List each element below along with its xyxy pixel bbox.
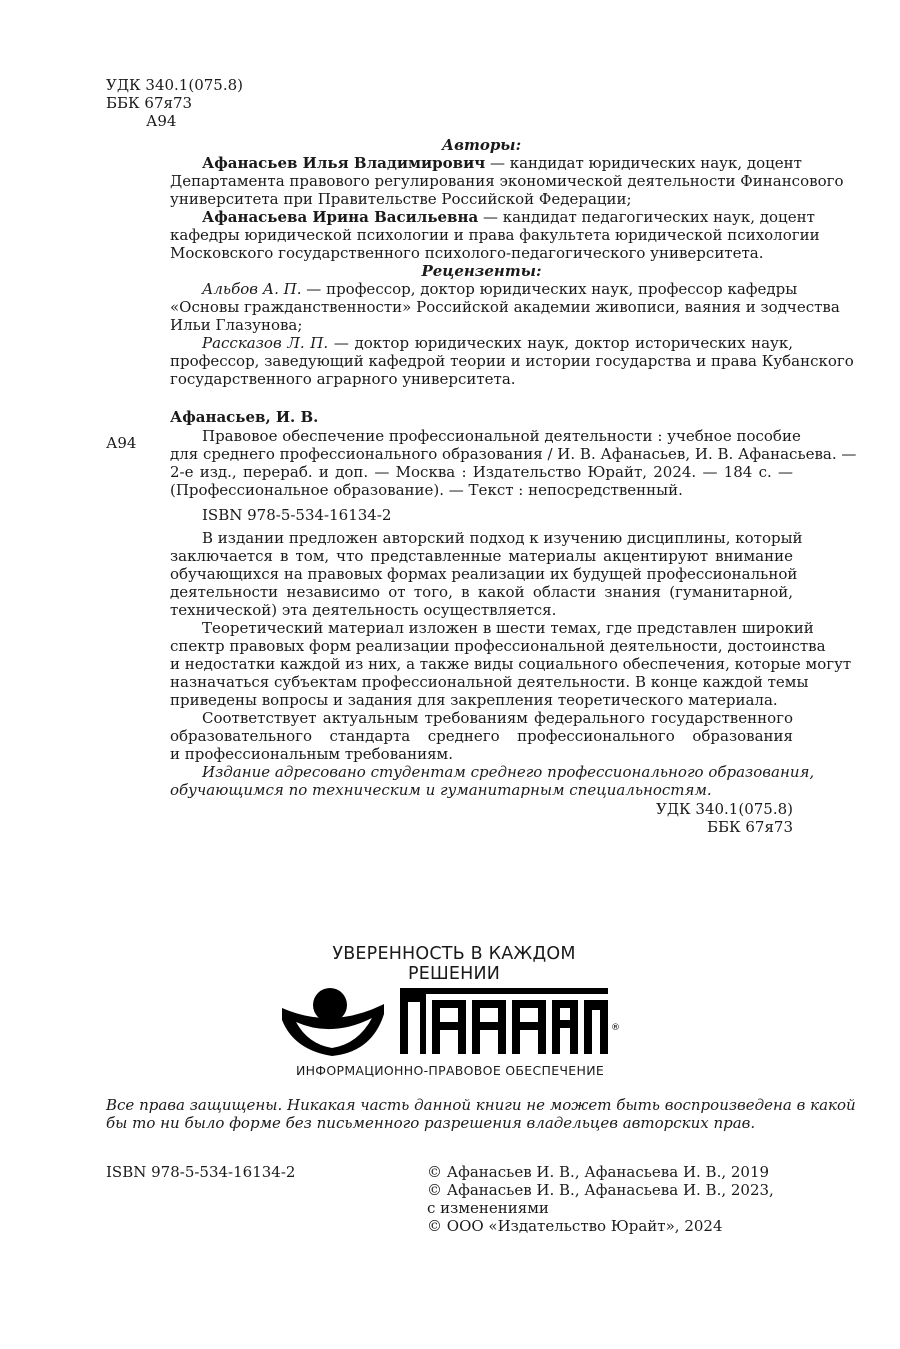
rights-line2: бы то ни было форме без письменного разрешения владельцев авторских прав. bbox=[106, 1114, 756, 1132]
footer-isbn: ISBN 978-5-534-16134-2 bbox=[106, 1163, 296, 1181]
author1-title: — кандидат юридических наук, доцент bbox=[489, 154, 802, 172]
reviewer2-title: — доктор юридических наук, доктор исторических наук, bbox=[333, 334, 793, 352]
annotation-p2-line: и недостатки каждой из них, а также виды социального обеспечения, которые могут bbox=[170, 655, 852, 673]
bibliographic-mark: А94 bbox=[106, 434, 137, 452]
garant-slogan: УВЕРЕННОСТЬ В КАЖДОМ РЕШЕНИИ bbox=[332, 944, 576, 984]
annotation-p2-line: Теоретический материал изложен в шести темах, где представлен широкий bbox=[202, 619, 814, 637]
svg-text:®: ® bbox=[611, 1023, 620, 1033]
reviewer1-line2: «Основы гражданственности» Российской академии живописи, ваяния и зодчества bbox=[170, 298, 840, 316]
copyright-line: с изменениями bbox=[427, 1199, 549, 1217]
garant-logo bbox=[280, 986, 620, 1060]
author2-name: Афанасьева Ирина Васильевна bbox=[202, 208, 479, 226]
annotation-p2-line: назначаться субъектам профессиональной деятельности. В конце каждой темы bbox=[170, 673, 809, 691]
author1-line2: Департамента правового регулирования экономической деятельности Финансового bbox=[170, 172, 844, 190]
annotation-p2-line: спектр правовых форм реализации профессиональной деятельности, достоинства bbox=[170, 637, 826, 655]
annotation-bbk: ББК 67я73 bbox=[706, 818, 793, 836]
reviewer1-title: — профессор, доктор юридических наук, профессор кафедры bbox=[306, 280, 798, 298]
annotation-p1-line: заключается в том, что представленные материалы акцентируют внимание bbox=[170, 547, 793, 565]
annotation-p1-line: В издании предложен авторский подход к изучению дисциплины, который bbox=[202, 529, 803, 547]
reviewer2-line2: профессор, заведующий кафедрой теории и истории государства и права Кубанского bbox=[170, 352, 854, 370]
bibliographic-line4: (Профессиональное образование). — Текст : непосредственный. bbox=[170, 481, 683, 499]
authors-heading: Авторы: bbox=[441, 136, 522, 154]
author1-line3: университета при Правительстве Российской Федерации; bbox=[170, 190, 632, 208]
annotation-udk: УДК 340.1(075.8) bbox=[656, 800, 793, 818]
copyright-line: © ООО «Издательство Юрайт», 2024 bbox=[427, 1217, 723, 1235]
bibliographic-line2: для среднего профессионального образования / И. В. Афанасьев, И. В. Афанасьева. — bbox=[170, 445, 857, 463]
bibliographic-line1: Правовое обеспечение профессиональной деятельности : учебное пособие bbox=[202, 427, 801, 445]
bibliographic-heading: Афанасьев, И. В. bbox=[170, 408, 319, 426]
reviewer2-line3: государственного аграрного университета. bbox=[170, 370, 516, 388]
garant-wordmark bbox=[400, 988, 608, 1054]
annotation-p3-line: Соответствует актуальным требованиям федерального государственного bbox=[202, 709, 793, 727]
author-mark: А94 bbox=[146, 112, 177, 130]
annotation-p2-line: приведены вопросы и задания для закрепления теоретического материала. bbox=[170, 691, 778, 709]
reviewers-heading: Рецензенты: bbox=[421, 262, 542, 280]
author1-name: Афанасьев Илья Владимирович bbox=[202, 154, 486, 172]
bibliographic-isbn: ISBN 978-5-534-16134-2 bbox=[202, 506, 392, 524]
annotation-p1-line: технической) эта деятельность осуществляется. bbox=[170, 601, 557, 619]
reviewer2-line1 bbox=[202, 334, 793, 352]
bbk-code: ББК 67я73 bbox=[106, 94, 193, 112]
garant-emblem-icon bbox=[282, 988, 384, 1056]
annotation-p4-line: обучающимся по техническим и гуманитарным специальностям. bbox=[170, 781, 712, 799]
udk-code: УДК 340.1(075.8) bbox=[106, 76, 243, 94]
reviewer1-line1 bbox=[202, 280, 798, 298]
annotation-p3-line: образовательного стандарта среднего профессионального образования bbox=[170, 727, 793, 745]
copyright-line: © Афанасьев И. В., Афанасьева И. В., 2019 bbox=[427, 1163, 770, 1181]
copyright-line: © Афанасьев И. В., Афанасьева И. В., 2023, bbox=[427, 1181, 774, 1199]
reviewer1-name: Альбов А. П. bbox=[202, 280, 302, 298]
annotation-p1-line: обучающихся на правовых формах реализации их будущей профессиональной bbox=[170, 565, 798, 583]
annotation-p3-line: и профессиональным требованиям. bbox=[170, 745, 453, 763]
author2-title: — кандидат педагогических наук, доцент bbox=[482, 208, 815, 226]
author2-line1 bbox=[202, 208, 815, 226]
bibliographic-line3: 2-е изд., перераб. и доп. — Москва : Издательство Юрайт, 2024. — 184 с. — bbox=[170, 463, 793, 481]
garant-subtitle: ИНФОРМАЦИОННО-ПРАВОВОЕ ОБЕСПЕЧЕНИЕ bbox=[295, 1063, 605, 1078]
annotation-p4-line: Издание адресовано студентам среднего профессионального образования, bbox=[202, 763, 815, 781]
annotation-p1-line: деятельности независимо от того, в какой области знания (гуманитарной, bbox=[170, 583, 793, 601]
author2-line3: Московского государственного психолого-педагогического университета. bbox=[170, 244, 764, 262]
author1-line1 bbox=[202, 154, 802, 172]
reviewer2-name: Рассказов Л. П. bbox=[202, 334, 329, 352]
reviewer1-line3: Ильи Глазунова; bbox=[170, 316, 303, 334]
rights-line1: Все права защищены. Никакая часть данной книги не может быть воспроизведена в какой bbox=[106, 1096, 856, 1114]
author2-line2: кафедры юридической психологии и права факультета юридической психологии bbox=[170, 226, 820, 244]
